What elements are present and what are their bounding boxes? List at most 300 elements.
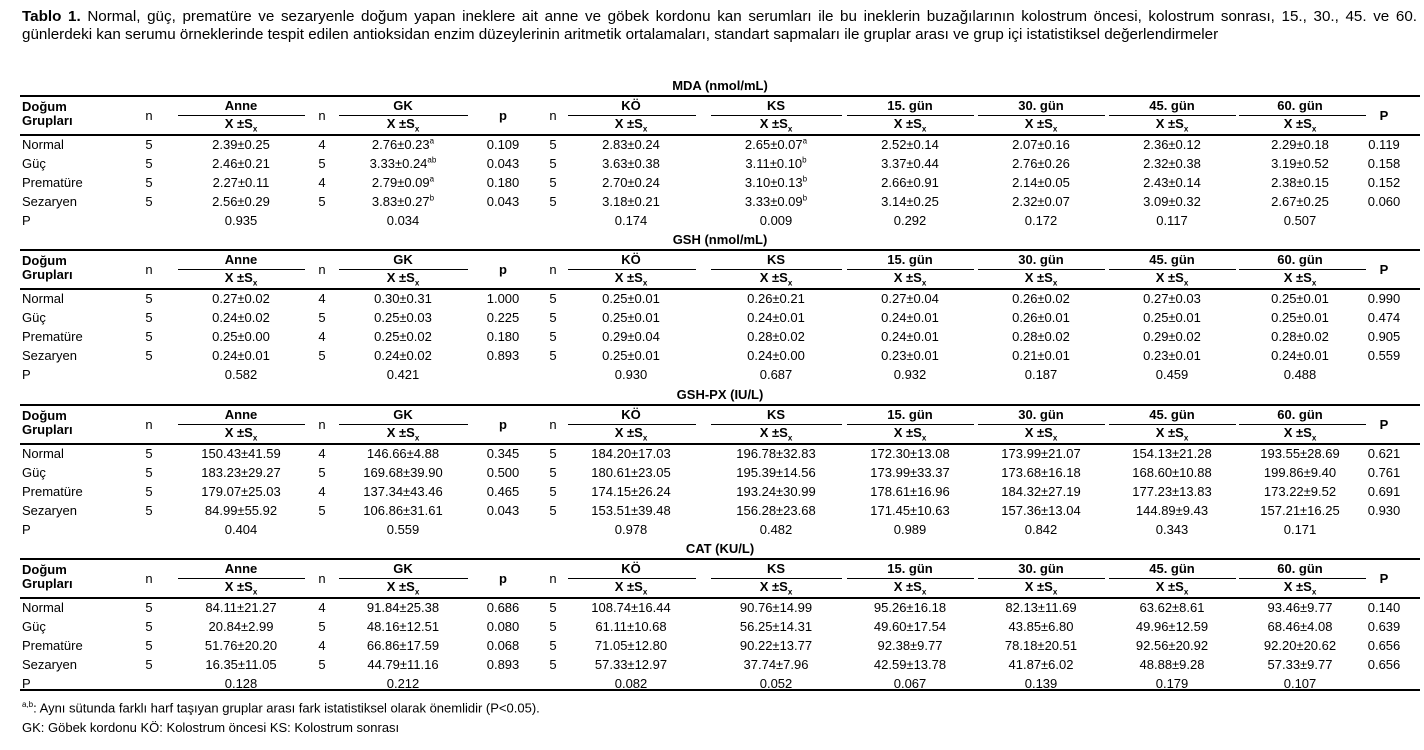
cell-d45 [1136,638,1208,653]
stat-label: X ±S [386,425,415,440]
cell-anne [201,446,280,461]
cell-p: 0.345 [486,446,520,461]
row-group: Prematüre [22,329,83,344]
stat-header [759,579,793,597]
cell-ko [602,310,660,325]
p-row-d60: 0.171 [1283,522,1317,537]
row-group: Normal [22,446,64,461]
header-bottom-rule [20,597,1420,599]
stat-subscript: x [787,278,793,288]
cell-d45-value: 2.32±0.38 [1143,156,1201,171]
cell-d30 [1001,465,1080,480]
cell-d60-value: 173.22±9.52 [1263,484,1337,499]
stat-header [1024,270,1058,288]
cell-p: 0.225 [486,310,520,325]
cell-d30 [1001,484,1080,499]
significance-letter: a [802,136,808,146]
cell-d15-value: 49.60±17.54 [873,619,947,634]
stat-header [1155,270,1189,288]
cell-ks-value: 37.74±7.96 [743,657,809,672]
row-group: Sezaryen [22,194,77,209]
stat-subscript: x [787,433,793,443]
column-header-ks: KS [766,407,786,422]
column-header-d15: 15. gün [887,561,933,576]
cell-d45-value: 0.23±0.01 [1143,348,1201,363]
cell-ks-value: 0.24±0.00 [747,348,805,363]
cell-ks [736,465,815,480]
cell-gk-value: 137.34±43.46 [363,484,443,499]
cell-d60-value: 0.25±0.01 [1271,291,1329,306]
p-row-ko: 0.082 [614,676,648,691]
stat-label: X ±S [759,116,788,131]
column-header-d45: 45. gün [1149,407,1195,422]
row-n: 5 [145,291,153,306]
cell-p: 0.893 [486,348,520,363]
row-n: 4 [318,291,326,306]
cell-d30-value: 0.26±0.01 [1012,310,1070,325]
cell-anne-value: 2.39±0.25 [212,137,270,152]
stat-subscript: x [1183,278,1189,288]
cell-ko [591,503,670,518]
row-n: 5 [145,348,153,363]
cell-gk-value: 0.25±0.03 [374,310,432,325]
cell-d45-value: 2.43±0.14 [1143,175,1201,190]
row-n: 5 [145,156,153,171]
cell-anne-value: 2.46±0.21 [212,156,270,171]
cell-gk-value: 3.33±0.24 [369,156,428,171]
cell-ks [747,348,805,363]
cell-d30 [1012,156,1070,171]
n-header: n [549,417,557,432]
cell-ko [591,465,670,480]
row-n: 5 [145,600,153,615]
stat-subscript: x [642,587,648,597]
cell-d30-value: 2.32±0.07 [1012,194,1070,209]
cell-ko [591,484,670,499]
cell-anne [212,348,270,363]
cell-ks [740,600,812,615]
caption-label: Tablo 1. [22,8,81,25]
cell-d45-value: 168.60±10.88 [1132,465,1212,480]
cell-d45-value: 92.56±20.92 [1135,638,1209,653]
cell-d60-value: 0.25±0.01 [1271,310,1329,325]
cell-P: 0.691 [1367,484,1401,499]
stat-label: X ±S [1155,425,1184,440]
cell-d45-value: 48.88±9.28 [1139,657,1205,672]
cell-ko-value: 0.25±0.01 [602,348,660,363]
cell-d30-value: 2.76±0.26 [1012,156,1070,171]
stat-subscript: x [1311,433,1317,443]
stat-label: X ±S [614,579,643,594]
cell-d15-value: 0.23±0.01 [881,348,939,363]
stat-header [1155,116,1189,134]
row-n: 5 [145,484,153,499]
cell-anne [201,484,280,499]
stat-label: X ±S [1283,270,1312,285]
cell-gk [374,291,432,306]
P-header: P [1379,417,1389,432]
row-n: 5 [549,503,557,518]
stat-subscript: x [1183,124,1189,134]
p-row-d45: 0.343 [1155,522,1189,537]
cell-anne-value: 2.27±0.11 [212,175,270,190]
cell-d45-value: 0.25±0.01 [1143,310,1201,325]
cell-anne-value: 84.99±55.92 [204,503,278,518]
cell-gk [374,310,432,325]
cell-d60 [1268,600,1333,615]
column-header-d30: 30. gün [1018,98,1064,113]
section-title: MDA (nmol/mL) [672,78,768,93]
cell-d60-value: 2.29±0.18 [1271,137,1329,152]
row-n: 5 [549,329,557,344]
row-n: 4 [318,329,326,344]
p-row-d45: 0.179 [1155,676,1189,691]
footnote-abbreviations: GK: Göbek kordonu KÖ: Kolostrum öncesi KS: Kolostrum sonrası [22,720,400,735]
p-row-gk: 0.212 [386,676,420,691]
cell-ks [747,329,805,344]
row-n: 4 [318,600,326,615]
significance-letter: ab [427,155,437,165]
cell-ks-value: 195.39±14.56 [736,465,816,480]
caption-text: Normal, güç, prematüre ve sezaryenle doğum yapan ineklere ait anne ve göbek kordonu kan serumları ile bu ineklerin buzağılarının kolostrum öncesi, kolostrum sonrası, 15., 30., 45. ve 60. günlerdeki kan serumu örneklerinde tespit edilen antioksidan enzim düzeylerinin aritmetik ortalamaları, standart sapmaları ile gruplar arası ve grup içi istatistiksel değerlendirmeler [22,8,1417,43]
section-title: GSH-PX (IU/L) [676,387,764,402]
p-row-d60: 0.107 [1283,676,1317,691]
cell-ks [747,310,805,325]
stat-header [893,270,927,288]
p-row-d15: 0.932 [893,367,927,382]
stat-header [1155,579,1189,597]
p-row-d30: 0.172 [1024,213,1058,228]
header-bottom-rule [20,443,1420,445]
cell-ko [602,348,660,363]
cell-d30-value: 0.28±0.02 [1012,329,1070,344]
stat-label: X ±S [386,116,415,131]
cell-P: 0.656 [1367,657,1401,672]
cell-P: 0.060 [1367,194,1401,209]
cell-d15-value: 42.59±13.78 [873,657,947,672]
cell-d60 [1268,619,1333,634]
cell-P: 0.930 [1367,503,1401,518]
cell-ko-value: 2.70±0.24 [602,175,660,190]
n-header: n [145,571,153,586]
column-header-ks: KS [766,561,786,576]
cell-p: 0.893 [486,657,520,672]
cell-P: 0.119 [1368,137,1400,152]
section-title: GSH (nmol/mL) [672,232,768,247]
stat-subscript: x [252,587,258,597]
cell-ks-value: 90.22±13.77 [739,638,813,653]
stat-subscript: x [252,124,258,134]
cell-d60 [1271,175,1329,190]
column-header-d15: 15. gün [887,98,933,113]
cell-ks [736,503,815,518]
cell-d60 [1260,503,1339,518]
stat-subscript: x [1052,278,1058,288]
p-row-d30: 0.139 [1024,676,1058,691]
p-row-anne: 0.128 [224,676,258,691]
stat-label: X ±S [893,425,922,440]
cell-P: 0.474 [1367,310,1401,325]
cell-P: 0.152 [1367,175,1401,190]
cell-d15-value: 178.61±16.96 [870,484,950,499]
cell-gk-value: 169.68±39.90 [363,465,443,480]
cell-d30 [1009,619,1074,634]
cell-gk [374,348,432,363]
cell-d60-value: 0.28±0.02 [1271,329,1329,344]
cell-anne-value: 2.56±0.29 [212,194,270,209]
cell-d45 [1143,291,1201,306]
p-row-label: P [22,676,31,691]
cell-d15 [874,600,946,615]
p-row-d15: 0.989 [893,522,927,537]
header-bottom-rule [20,288,1420,290]
stat-header [1283,270,1317,288]
cell-ko-value: 0.25±0.01 [602,291,660,306]
cell-ko-value: 3.18±0.21 [602,194,660,209]
cell-d15-value: 0.27±0.04 [881,291,939,306]
cell-d60 [1271,137,1329,152]
column-header-anne: Anne [224,252,258,267]
cell-d30 [1012,137,1070,152]
row-group: Güç [22,310,46,325]
cell-ko [595,619,666,634]
cell-d45-value: 2.36±0.12 [1143,137,1201,152]
stat-label: X ±S [1283,425,1312,440]
stat-header [759,270,793,288]
stat-label: X ±S [224,579,253,594]
cell-d45 [1140,657,1205,672]
p-row-anne: 0.404 [224,522,258,537]
column-header-anne: Anne [224,561,258,576]
column-header-gk: GK [393,407,413,422]
row-group: Normal [22,600,64,615]
cell-d45 [1143,310,1201,325]
cell-d45-value: 49.96±12.59 [1135,619,1209,634]
p-row-d15: 0.067 [893,676,927,691]
cell-gk-value: 2.76±0.23 [371,137,430,152]
significance-letter: b [802,155,807,165]
cell-d15 [881,348,939,363]
row-group: Sezaryen [22,503,77,518]
cell-d15-value: 3.37±0.44 [881,156,939,171]
n-header: n [145,417,153,432]
cell-anne-value: 0.25±0.00 [212,329,270,344]
cell-anne [212,156,270,171]
cell-gk-value: 2.79±0.09 [371,175,430,190]
cell-ks [740,638,812,653]
cell-ko [591,600,670,615]
column-header-ko: KÖ [621,407,641,422]
cell-gk [367,600,439,615]
cell-ko [602,329,660,344]
stat-header [614,425,648,443]
cell-gk [367,638,439,653]
cell-d45 [1136,619,1208,634]
cell-ko-value: 184.20±17.03 [591,446,671,461]
cell-anne [205,638,277,653]
stat-subscript: x [414,433,420,443]
stat-header [893,116,927,134]
cell-d45-value: 177.23±13.83 [1132,484,1212,499]
cell-d60 [1271,329,1329,344]
stat-label: X ±S [1024,579,1053,594]
column-header-d60: 60. gün [1277,407,1323,422]
cell-gk [372,194,434,209]
stat-label: X ±S [759,425,788,440]
row-n: 5 [318,156,326,171]
cell-P: 0.905 [1367,329,1401,344]
cell-ko [602,156,660,171]
cell-d15 [878,638,943,653]
cell-ks [745,194,807,209]
cell-gk [363,503,442,518]
row-n: 5 [549,194,557,209]
cell-d45-value: 0.29±0.02 [1143,329,1201,344]
stat-header [759,425,793,443]
column-header-d45: 45. gün [1149,98,1195,113]
column-header-d60: 60. gün [1277,252,1323,267]
cell-d30-value: 157.36±13.04 [1001,503,1081,518]
cell-d30 [1012,291,1070,306]
cell-p: 0.465 [486,484,520,499]
row-n: 5 [549,465,557,480]
section-title: CAT (KU/L) [685,541,755,556]
cell-ks-value: 193.24±30.99 [736,484,816,499]
column-header-d45: 45. gün [1149,252,1195,267]
stat-header [386,425,420,443]
column-header-d60: 60. gün [1277,561,1323,576]
cell-anne-value: 0.24±0.01 [212,348,270,363]
row-n: 5 [549,446,557,461]
row-n: 4 [318,175,326,190]
row-n: 5 [145,657,153,672]
cell-ks-value: 56.25±14.31 [739,619,813,634]
n-header: n [145,262,153,277]
cell-d15-value: 2.52±0.14 [881,137,939,152]
stat-subscript: x [642,278,648,288]
cell-P: 0.761 [1367,465,1401,480]
cell-d30 [1005,600,1076,615]
significance-letter: b [802,174,808,184]
cell-d15 [881,175,939,190]
column-header-gk: GK [393,561,413,576]
cell-d30 [1001,446,1080,461]
cell-d60-value: 2.38±0.15 [1271,175,1329,190]
stat-header [614,116,648,134]
row-n: 5 [549,310,557,325]
cell-d60-value: 2.67±0.25 [1271,194,1329,209]
cell-d15-value: 2.66±0.91 [881,175,939,190]
p-header: p [499,571,507,586]
cell-gk-value: 0.30±0.31 [374,291,432,306]
stat-subscript: x [1183,433,1189,443]
stat-label: X ±S [386,270,415,285]
section-top-rule [20,249,1420,251]
cell-anne [212,329,270,344]
footnote-significance [22,697,540,715]
stat-label: X ±S [614,270,643,285]
p-row-ko: 0.174 [614,213,648,228]
stat-subscript: x [1052,433,1058,443]
cell-ks-value: 90.76±14.99 [739,600,813,615]
stat-label: X ±S [1024,270,1053,285]
p-row-d60: 0.507 [1283,213,1317,228]
p-row-d45: 0.117 [1156,213,1188,228]
cell-gk [370,156,437,171]
row-n: 5 [145,310,153,325]
row-n: 5 [318,503,326,518]
stat-subscript: x [921,587,927,597]
cell-anne [213,175,270,190]
cell-gk-value: 146.66±4.88 [366,446,440,461]
significance-letter: b [802,193,808,203]
column-header-gk: GK [393,98,413,113]
cell-d15 [870,503,949,518]
row-group: Prematüre [22,638,83,653]
cell-d30-value: 78.18±20.51 [1004,638,1078,653]
cell-anne [201,465,280,480]
stat-subscript: x [642,433,648,443]
cell-ks-value: 0.26±0.21 [747,291,805,306]
cell-gk-value: 91.84±25.38 [366,600,440,615]
cell-d30 [1012,310,1070,325]
cell-gk-value: 3.83±0.27 [371,194,430,209]
cell-d30 [1012,329,1070,344]
p-row-ks: 0.052 [759,676,793,691]
cell-ko-value: 61.11±10.68 [595,619,667,634]
row-n: 5 [145,329,153,344]
cell-d60-value: 0.24±0.01 [1271,348,1329,363]
stat-subscript: x [414,124,420,134]
cell-anne [212,310,270,325]
cell-d60 [1271,310,1329,325]
cell-anne-value: 84.11±21.27 [205,600,277,615]
cell-P: 0.656 [1367,638,1401,653]
stat-label: X ±S [759,579,788,594]
cell-d60-value: 199.86±9.40 [1263,465,1337,480]
row-group: Sezaryen [22,348,77,363]
cell-ks [745,156,806,171]
significance-letter: a [429,174,435,184]
cell-P: 0.559 [1367,348,1401,363]
cell-anne [209,619,274,634]
stat-label: X ±S [1024,116,1053,131]
cell-gk [374,329,432,344]
cell-gk [367,619,439,634]
row-n: 5 [318,348,326,363]
cell-anne [212,137,270,152]
section-top-rule [20,95,1420,97]
row-n: 5 [549,137,557,152]
stat-subscript: x [1183,587,1189,597]
stat-header [224,579,258,597]
cell-ks-value: 0.24±0.01 [747,310,805,325]
stat-header [1155,425,1189,443]
stat-label: X ±S [614,116,643,131]
stat-header [614,579,648,597]
cell-anne [212,291,270,306]
stat-header [1283,116,1317,134]
cell-d30-value: 0.26±0.02 [1012,291,1070,306]
group-header-line1: Doğum [22,253,67,268]
stat-subscript: x [252,278,258,288]
stat-label: X ±S [1283,579,1312,594]
stat-label: X ±S [759,270,788,285]
cell-d60 [1271,156,1329,171]
cell-ko-value: 2.83±0.24 [602,137,660,152]
cell-d15-value: 0.24±0.01 [881,310,939,325]
cell-ks [736,484,815,499]
